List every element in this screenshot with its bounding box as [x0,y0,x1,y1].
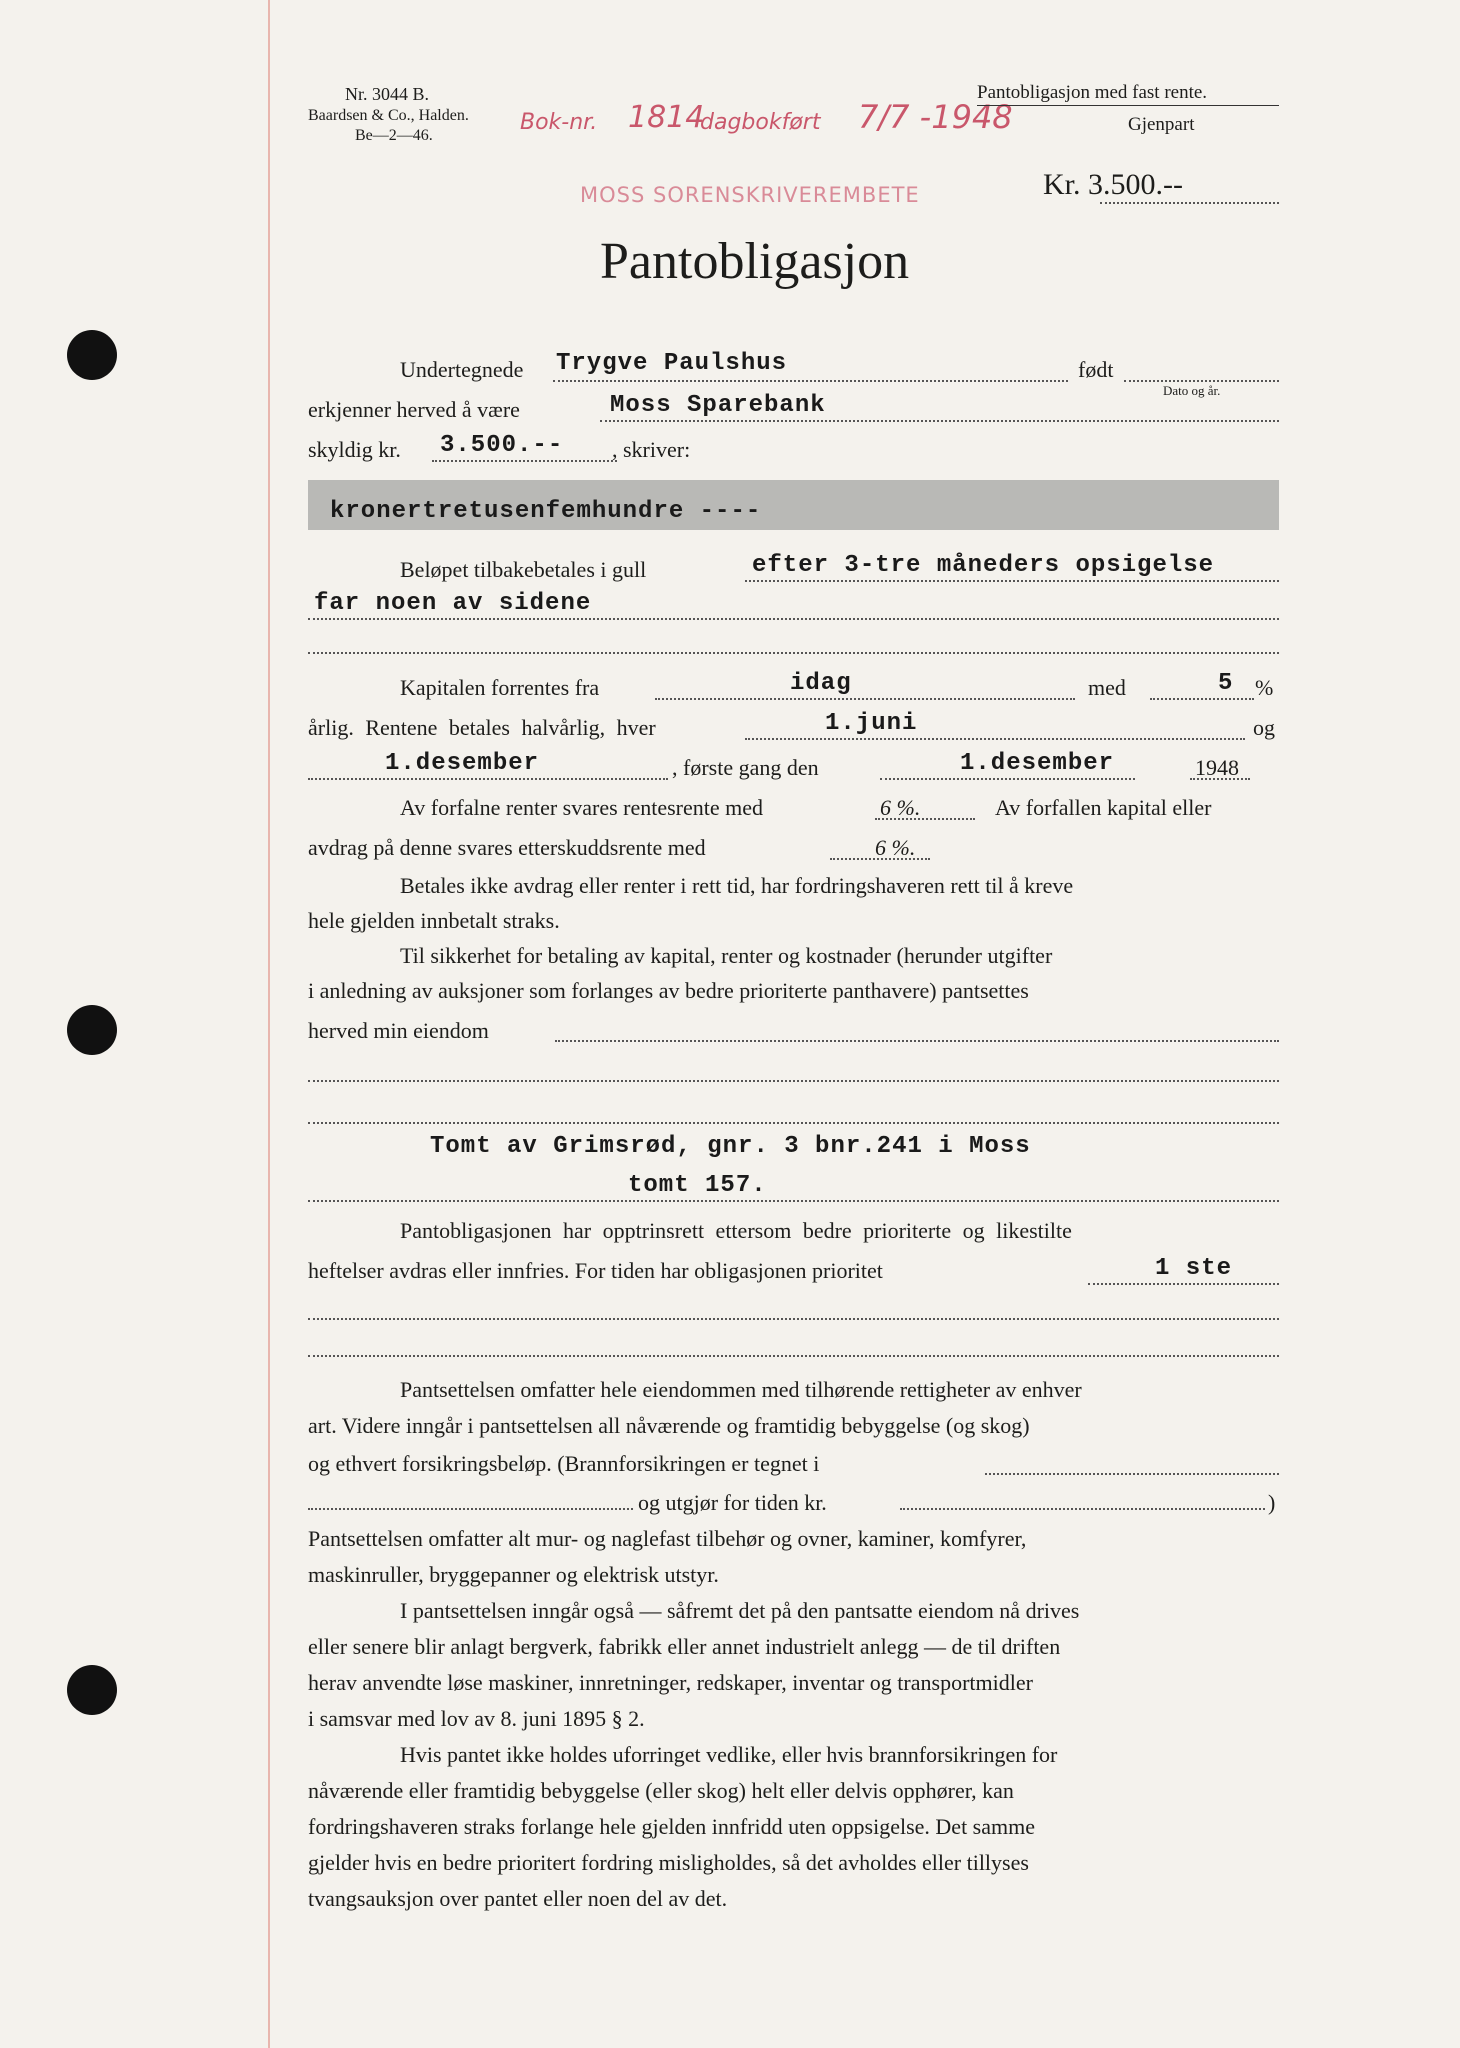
interest-date-2: 1.desember [385,750,540,777]
born-label: født [1078,357,1114,382]
first-time-label: , første gang den [672,755,819,780]
interest-with-label: med [1088,675,1126,700]
late-interest-text: avdrag på denne svares etterskuddsrente med [308,835,706,860]
first-payment-date: 1.desember [960,750,1115,777]
scope-line-8: eller senere blir anlagt bergverk, fabrikk eller annet industrielt anlegg — de til driften [308,1634,1061,1659]
owing-amount: 3.500.-- [440,432,564,459]
scope-line-2: art. Videre inngår i pantsettelsen all nåværende og framtidig bebyggelse (og skog) [308,1413,1030,1438]
scope-line-3: og ethvert forsikringsbeløp. (Brannforsikringen er tegnet i [308,1451,820,1476]
journal-date: 7/7 -1948 [858,98,1013,136]
default-line-2: hele gjelden innbetalt straks. [308,908,560,933]
scope-line-1: Pantsettelsen omfatter hele eiendommen med tilhørende rettigheter av enhver [400,1377,1082,1402]
scope-line-9: herav anvendte løse maskiner, innretninger, redskaper, inventar og transportmidler [308,1670,1033,1695]
scope-line-14: gjelder hvis en bedre prioritert fordring misligholdes, så det avholdes eller tillyses [308,1850,1029,1875]
property-description: Tomt av Grimsrød, gnr. 3 bnr.241 i Moss [430,1133,1031,1160]
scope-line-12: nåværende eller framtidig bebyggelse (eller skog) helt eller delvis opphører, kan [308,1778,1014,1803]
interest-date-1: 1.juni [825,710,918,737]
acknowledges-label: erkjenner herved å være [308,397,520,422]
interest-start: idag [790,670,852,697]
repayment-terms-2: far noen av sidene [314,590,592,617]
scope-line-13: fordringshaveren straks forlange hele gjelden innfridd uten oppsigelse. Det samme [308,1814,1035,1839]
security-line-2: i anledning av auksjoner som forlanges av bedre prioriterte panthavere) pantsettes [308,978,1029,1003]
default-line-1: Betales ikke avdrag eller renter i rett tid, har fordringshaveren rett til å kreve [400,873,1074,898]
scope-line-15: tvangsauksjon over pantet eller noen del av det. [308,1886,728,1911]
printer-name: Baardsen & Co., Halden. [308,107,469,124]
first-payment-year: 1948 [1195,755,1239,780]
owing-label: skyldig kr. [308,437,401,462]
debtor-name: Trygve Paulshus [556,350,788,377]
scope-line-10: i samsvar med lov av 8. juni 1895 § 2. [308,1706,645,1731]
and-label: og [1253,715,1275,740]
header-amount: Kr. 3.500.-- [1043,168,1183,201]
late-interest-rate: 6 %. [875,835,916,860]
priority-line-1: Pantobligasjonen har opptrinsrett ettersom bedre prioriterte og likestilte [400,1218,1072,1243]
priority-value: 1 ste [1155,1255,1233,1282]
scope-line-4-end: ) [1268,1490,1276,1515]
punch-hole-icon [67,1665,117,1715]
margin-rule [268,0,270,2048]
punch-hole-icon [67,1005,117,1055]
interest-rate: 5 [1218,670,1234,697]
interest-from-label: Kapitalen forrentes fra [400,675,600,700]
property-lot: tomt 157. [628,1172,767,1199]
form-number: Nr. 3044 B. [345,84,430,104]
page-title: Pantobligasjon [600,233,910,290]
date-hint: Dato og år. [1163,383,1221,398]
scope-line-5: Pantsettelsen omfatter alt mur- og naglefast tilbehør og ovner, kaminer, komfyrer, [308,1526,1027,1551]
creditor-name: Moss Sparebank [610,392,826,419]
amount-in-words: kronertretusenfemhundre ---- [330,498,762,525]
overdue-interest-text: Av forfalne renter svares rentesrente med [400,795,764,820]
document-type: Pantobligasjon med fast rente. [977,82,1208,103]
copy-label: Gjenpart [1128,114,1195,135]
repayment-terms-1: efter 3-tre måneders opsigelse [752,552,1215,579]
office-stamp: MOSS SORENSKRIVEREMBETE [580,183,920,207]
scope-line-6: maskinruller, bryggepanner og elektrisk utstyr. [308,1562,719,1587]
writes-label: , skriver: [612,437,691,462]
punch-hole-icon [67,330,117,380]
priority-line-2: heftelser avdras eller innfries. For tiden har obligasjonen prioritet [308,1258,883,1283]
journal-dated-label: dagbokført [700,110,821,135]
scope-line-7: I pantsettelsen inngår også — såfremt det på den pantsatte eiendom nå drives [400,1598,1080,1623]
repayment-label: Beløpet tilbakebetales i gull [400,557,647,582]
overdue-interest-rate: 6 %. [880,795,921,820]
percent-sign: % [1255,675,1274,700]
journal-number: 1814 [628,100,705,135]
print-code: Be—2—46. [355,127,433,144]
scope-line-11: Hvis pantet ikke holdes uforringet vedlike, eller hvis brannforsikringen for [400,1742,1058,1767]
overdue-capital-text: Av forfallen kapital eller [995,795,1212,820]
undersigned-label: Undertegnede [400,357,524,382]
journal-label: Bok-nr. [520,110,598,135]
scope-line-4: og utgjør for tiden kr. [638,1490,827,1515]
interest-period-label: årlig. Rentene betales halvårlig, hver [308,715,656,740]
security-line-3: herved min eiendom [308,1018,489,1043]
security-line-1: Til sikkerhet for betaling av kapital, renter og kostnader (herunder utgifter [400,943,1053,968]
